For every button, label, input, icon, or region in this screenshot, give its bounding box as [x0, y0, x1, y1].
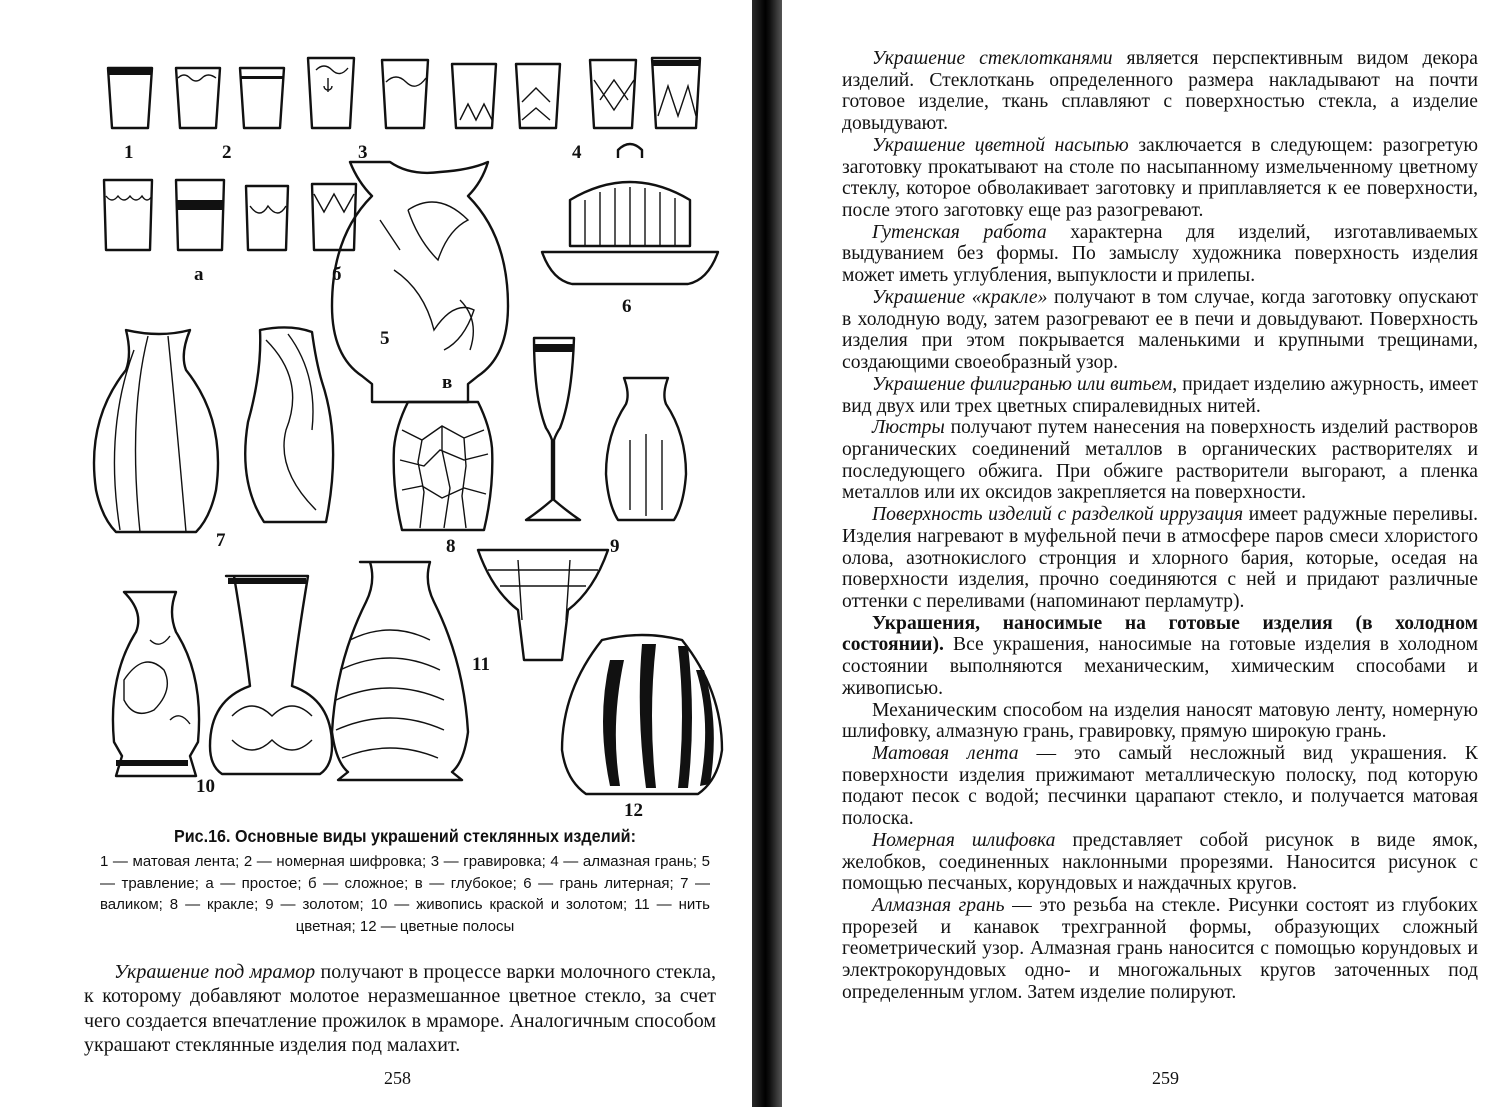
paragraph-text: — это самый несложный вид украшения. К поверхности изделия прижимают металлическую полоску, под которую подают песок с водой; песчинки царапают стекло, и получается матовая полоска. — [842, 743, 1478, 830]
paragraph-text: является перспективным видом декора изделий. Стеклоткань определенного размера накладывают на почти готовое изделие, ткань сплавляют с поверхностью стекла, а изделие довыдувают. — [842, 48, 1478, 135]
term-iridescence: Поверхность изделий с разделкой иррузация — [872, 504, 1244, 526]
vase-painted-10b — [210, 576, 332, 774]
caption-body: 1 — матовая лента; 2 — номерная шифровка; 3 — гравировка; 4 — алмазная грань; 5 — травление; а — простое; б — сложное; в — глубокое; 6 — грань литерная; 7 — валиком; 8 — кракле; 9 — золотом; 10 — живопись краской и золотом; 11 — нить цветная; 12 — цветные полосы — [100, 853, 710, 935]
paragraph-color-powder — [842, 135, 1478, 222]
vase-stripes-12 — [562, 635, 722, 794]
paragraph-text: заключается в следующем: разогретую заготовку прокатывают на столе по насыпанному измельченному цветному стеклу, которое обволакивает заготовку и приплавляется к ее поверхности, после этого заготовку еще раз разогревают. — [842, 134, 1479, 222]
paragraph-text: — это резьба на стекле. Рисунки состоят из глубоких прорезей и канавок трехгранной формы, образующих сложный геометрический узор. Алмазная грань наносится с помощью корундовых и электрокорундовых одно- и многожальных кругов заточенных под определенным углом. Затем изделие полируют. — [842, 895, 1479, 1003]
figure-caption — [100, 826, 710, 937]
paragraph-marble-text: получают в процессе варки молочного стекла, к которому добавляют молотое неразмешанное цветное стекло, за счет чего создается впечатление прожилок в мраморе. Аналогичным способом украшают стеклянные изделия под малахит. — [84, 961, 716, 1056]
figure-label-2: 2 — [222, 142, 232, 163]
term-marble: Украшение под мрамор — [114, 961, 316, 983]
paragraph-text: Механическим способом на изделия наносят матовую ленту, номерную шлифовку, алмазную грань, гравировку, прямую широкую грань. — [842, 699, 1478, 743]
glass-etched-b1 — [246, 186, 288, 250]
paragraph-fiberglass — [842, 48, 1478, 135]
term-fiberglass: Украшение стеклотканями — [872, 48, 1113, 69]
goblet-gold-9 — [526, 338, 580, 520]
paragraph-diamond-cut — [842, 895, 1478, 1004]
term-matte-band: Матовая лента — [872, 743, 1019, 764]
figure-label-12: 12 — [624, 800, 643, 821]
covered-dish-6 — [542, 144, 718, 284]
paragraph-lustre — [842, 417, 1478, 504]
paragraph-text: имеет радужные переливы. Изделия нагревают в муфельной печи в атмосфере паров смеси хлористого олова, азотнокислого стронция и хлорного бария, которые, оседая на поверхности изделия, прочно соединяются с ней и придают различные оттенки с переливами (напоминают перламутр). — [842, 504, 1478, 612]
paragraph-text: получают в том случае, когда заготовку опускают в холодную воду, затем разогревают ее в печи и довыдувают. Поверхность изделия при этом покрывается маленькими и крупными трещинами, создающими своеобразный узор. — [842, 286, 1478, 374]
right-body-text — [842, 48, 1478, 1004]
figure-label-1: 1 — [124, 142, 134, 163]
term-crackle: Украшение «кракле» — [872, 286, 1048, 308]
vase-gold-9b — [606, 378, 686, 520]
figure-label-4: 4 — [572, 142, 582, 163]
glass-diamond-4d — [652, 58, 700, 128]
term-color-powder: Украшение цветной насыпью — [872, 134, 1129, 156]
glass-engraved-3 — [308, 58, 354, 128]
term-lustre: Люстры — [872, 417, 945, 439]
figure-label-5: 5 — [380, 328, 390, 349]
vase-painted-10 — [113, 592, 199, 776]
paragraph-mechanical — [842, 700, 1478, 743]
term-filigree: Украшение филигранью или витьем — [872, 373, 1173, 395]
glass-diamond-4b — [516, 64, 560, 128]
figure-label-11: 11 — [472, 654, 490, 675]
paragraph-iridescence — [842, 504, 1478, 613]
paragraph-text: , придает изделию ажурность, имеет вид двух или трех цветных спиралевидных нитей. — [842, 373, 1478, 417]
glass-matte-band-1 — [108, 68, 152, 128]
glass-etched-a2 — [176, 180, 224, 250]
vase-twisted-7b — [245, 327, 333, 522]
page-number-left: 258 — [384, 1068, 411, 1088]
term-diamond-cut: Алмазная грань — [872, 895, 1005, 917]
right-page — [782, 0, 1498, 1107]
paragraph-text: Все украшения, наносимые на готовые изделия в холодном состоянии выполняются механическим, химическим способами и живописью. — [842, 634, 1478, 699]
figure-label-b: б — [332, 264, 342, 285]
glass-diamond-4a — [452, 64, 496, 128]
glass-engraved-3b — [382, 60, 428, 128]
paragraph-text: характерна для изделий, изготавливаемых выдуванием без формы. По замыслу художника поверхность изделия может иметь углубления, выпуклости и прилепы. — [842, 221, 1478, 287]
figure-label-6: 6 — [622, 296, 632, 317]
figure-label-a: а — [194, 264, 204, 285]
paragraph-text: представляет собой рисунок в виде ямок, желобков, соединенных наклонными прорезями. Наносится рисунок с помощью песчаных, корундовых и наждачных кругов. — [842, 829, 1478, 895]
glass-etched-a1 — [104, 180, 152, 250]
heading-cold-decoration: Украшения, наносимые на готовые изделия (в холодном состоянии). — [842, 612, 1478, 656]
paragraph-cold-decoration — [842, 613, 1478, 700]
term-gutenskaya: Гутенская работа — [872, 221, 1047, 243]
paragraph-numbered-grinding — [842, 830, 1478, 895]
bowl-thread-11b — [478, 550, 608, 660]
figure-label-10: 10 — [196, 776, 215, 797]
vase-crackle-8 — [394, 402, 493, 530]
book-gutter — [752, 0, 782, 1107]
glass-etched-b2 — [312, 184, 356, 250]
vase-thread-11 — [332, 562, 468, 780]
figure-label-3: 3 — [358, 142, 368, 163]
figure-label-v: в — [442, 372, 453, 393]
glass-numbered-2b — [240, 68, 284, 128]
caption-title: Рис.16. Основные виды украшений стеклянных изделий: — [174, 826, 636, 846]
page-number-right: 259 — [1152, 1068, 1179, 1088]
paragraph-filigree — [842, 374, 1478, 417]
paragraph-crackle — [842, 287, 1478, 374]
glass-diamond-4c — [590, 60, 636, 128]
glass-numbered-2 — [176, 68, 220, 128]
figure-label-8: 8 — [446, 536, 456, 557]
glassware-figure — [90, 40, 730, 830]
vase-ribbed-7 — [94, 330, 218, 532]
term-numbered-grinding: Номерная шлифовка — [872, 829, 1056, 851]
left-body-text — [84, 960, 716, 1057]
vase-etched-5 — [332, 162, 508, 402]
paragraph-marble — [84, 960, 716, 1057]
paragraph-matte-band — [842, 743, 1478, 830]
paragraph-gutenskaya — [842, 222, 1478, 287]
figure-label-9: 9 — [610, 536, 620, 557]
paragraph-text: получают путем нанесения на поверхность изделий растворов органических соединений металлов в органических растворителях и последующего обжига. При обжиге растворители выгорают, а пленка металлов или их оксидов закрепляется на поверхности. — [842, 417, 1478, 504]
figure-label-7: 7 — [216, 530, 226, 551]
